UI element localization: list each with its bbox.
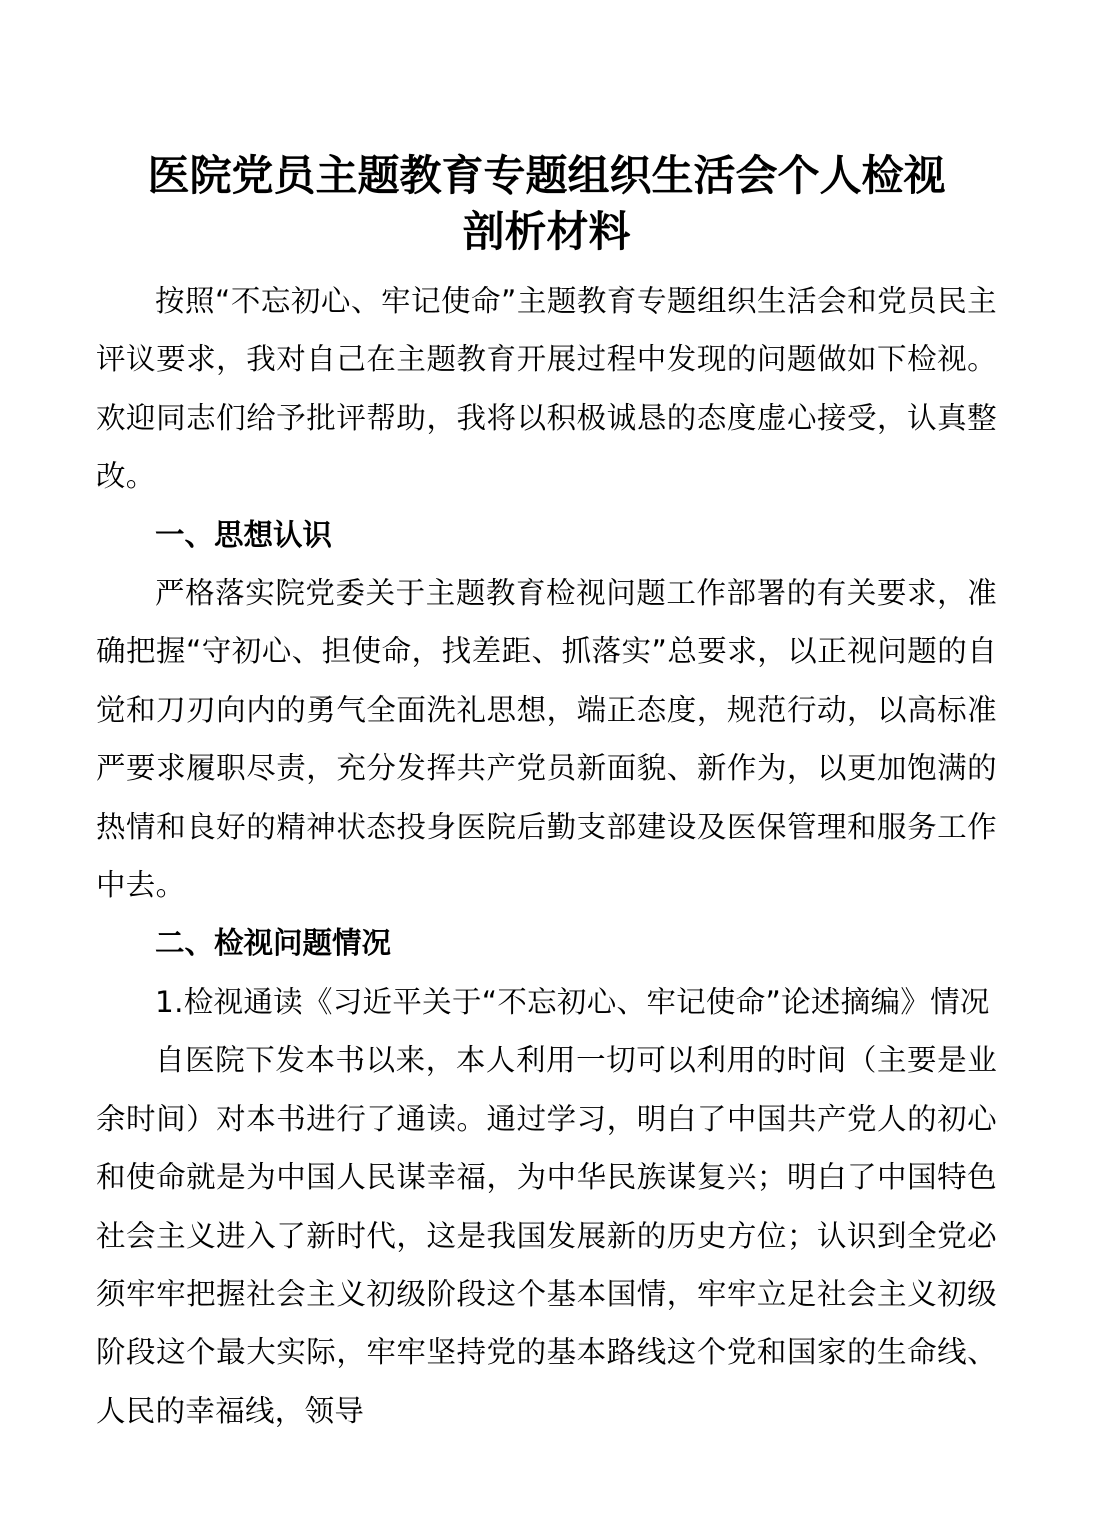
title-line-1: 医院党员主题教育专题组织生活会个人检视 <box>147 151 946 200</box>
reading-paragraph: 自医院下发本书以来，本人利用一切可以利用的时间（主要是业余时间）对本书进行了通读。通过学习，明白了中国共产党人的初心和使命就是为中国人民谋幸福，为中华民族谋复兴；明白了中国特色社会主义进入了新时代，这是我国发展新的历史方位；认识到全党必须牢牢把握社会主义初级阶段这个基本国情，牢牢立足社会主义初级阶段这个最大实际，牢牢坚持党的基本路线这个党和国家的生命线、人民的幸福线，领导 <box>96 1043 997 1428</box>
document-title <box>96 148 997 260</box>
section-heading-thinking: 一、思想认识 <box>155 517 333 552</box>
section-heading-problems: 二、检视问题情况 <box>155 926 392 961</box>
thinking-paragraph: 严格落实院党委关于主题教育检视问题工作部署的有关要求，准确把握“守初心、担使命，找差距、抓落实”总要求，以正视问题的自觉和刀刃向内的勇气全面洗礼思想，端正态度，规范行动，以高标准严要求履职尽责，充分发挥共产党员新面貌、新作为，以更加饱满的热情和良好的精神状态投身医院后勤支部建设及医保管理和服务工作中去。 <box>96 576 997 903</box>
subsection-heading-reading: 1.检视通读《习近平关于“不忘初心、牢记使命”论述摘编》情况 <box>155 984 990 1019</box>
intro-paragraph: 按照“不忘初心、牢记使命”主题教育专题组织生活会和党员民主评议要求，我对自己在主题教育开展过程中发现的问题做如下检视。欢迎同志们给予批评帮助，我将以积极诚恳的态度虚心接受，认真整改。 <box>96 284 997 494</box>
title-line-2: 剖析材料 <box>462 207 631 256</box>
